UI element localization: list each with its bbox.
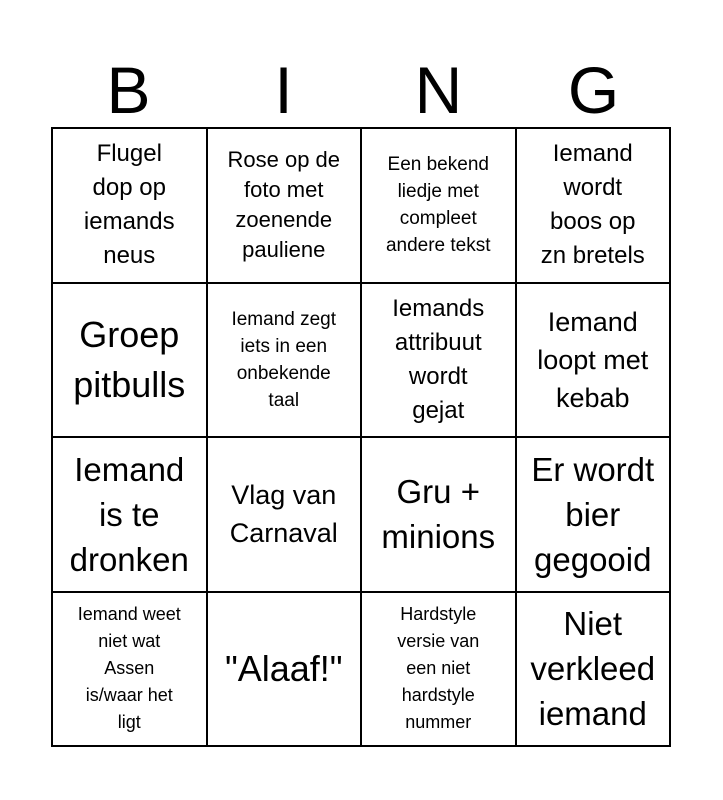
cell-text: Niet verkleed iemand (530, 605, 656, 733)
header-letter-g: G (567, 53, 620, 127)
cell-text: Een bekend liedje met compleet andere tekst (385, 154, 491, 257)
bingo-cell[interactable] (53, 284, 208, 439)
bingo-header (51, 55, 671, 125)
bingo-cell[interactable] (362, 284, 517, 439)
cell-text: Iemand wordt boos op zn bretels (540, 140, 645, 270)
cell-text: Iemand zegt iets in een onbekende taal (231, 308, 337, 411)
cell-text: Iemand is te dronken (69, 450, 189, 578)
header-letter-i: I (274, 53, 293, 127)
bingo-cell[interactable] (53, 129, 208, 284)
bingo-board (51, 127, 671, 747)
bingo-cell[interactable] (362, 129, 517, 284)
bingo-cell[interactable] (53, 438, 208, 593)
cell-text: Gru + minions (381, 473, 496, 556)
cell-text: Iemand loopt met kebab (537, 306, 649, 413)
cell-text: Groep pitbulls (73, 313, 186, 405)
bingo-cell[interactable] (517, 593, 672, 748)
bingo-cell[interactable] (362, 438, 517, 593)
bingo-cell[interactable] (208, 438, 363, 593)
bingo-cell[interactable] (517, 438, 672, 593)
cell-text: Hardstyle versie van een niet hardstyle nummer (397, 604, 480, 733)
bingo-cell[interactable] (517, 129, 672, 284)
header-letter-n: N (414, 53, 463, 127)
header-letter-b: B (106, 53, 151, 127)
cell-text: Flugel dop op iemands neus (83, 140, 175, 270)
bingo-cell[interactable] (208, 129, 363, 284)
cell-text: Vlag van Carnaval (229, 480, 338, 549)
cell-text: Iemands attribuut wordt gejat (392, 294, 485, 424)
cell-text: Iemand weet niet wat Assen is/waar het ligt (77, 604, 181, 733)
bingo-cell[interactable] (517, 284, 672, 439)
bingo-cell[interactable] (208, 284, 363, 439)
bingo-cell[interactable] (362, 593, 517, 748)
cell-text: Er wordt bier gegooid (531, 450, 655, 578)
bingo-cell[interactable] (53, 593, 208, 748)
cell-text: Rose op de foto met zoenende pauliene (227, 147, 341, 263)
cell-text: "Alaaf!" (224, 647, 343, 689)
bingo-cell[interactable] (208, 593, 363, 748)
